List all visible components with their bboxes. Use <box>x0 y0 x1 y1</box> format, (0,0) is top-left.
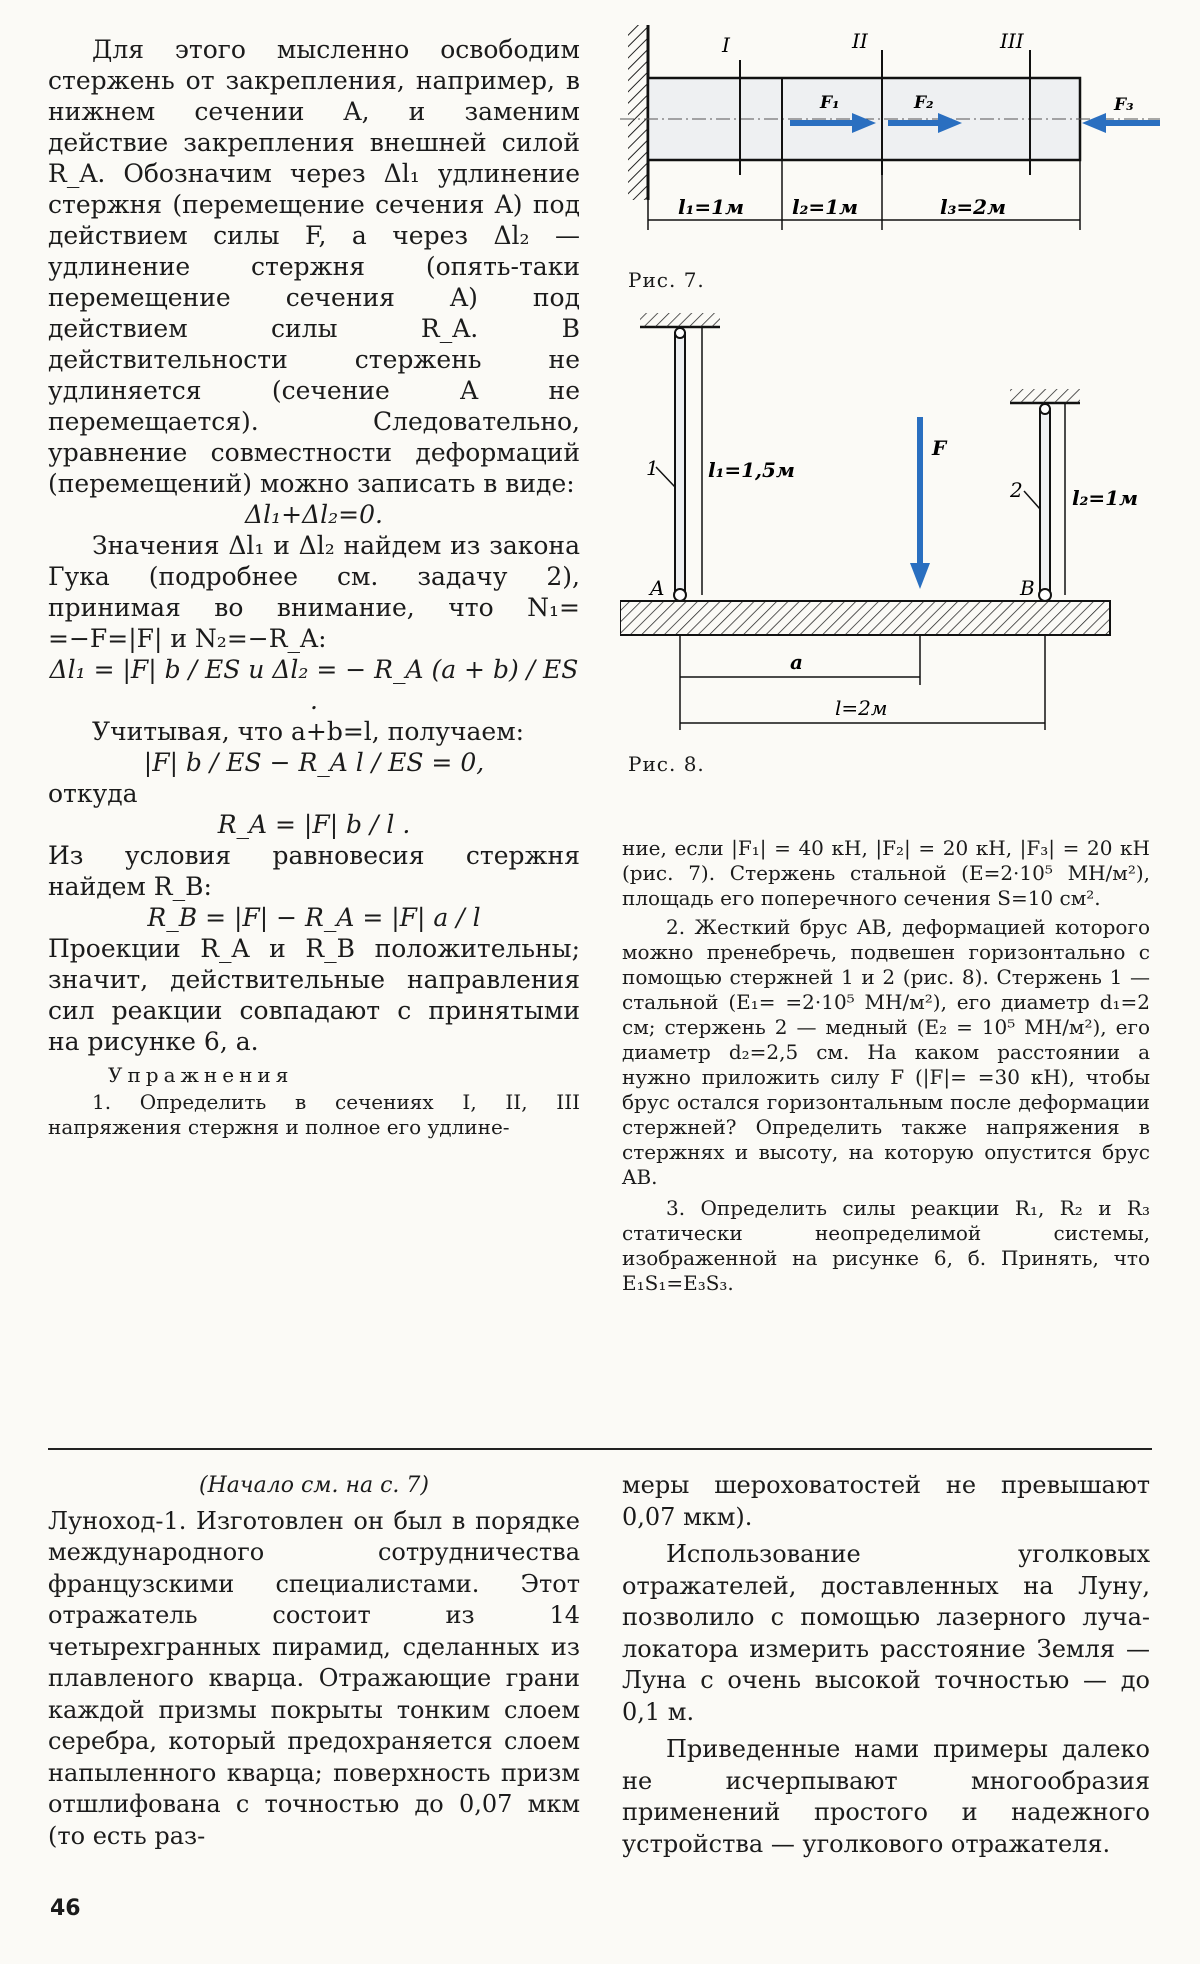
rod-1-bottom-hinge <box>674 589 686 601</box>
right-column <box>622 836 1150 1296</box>
len1-label: l₁=1,5м <box>708 458 795 482</box>
dim-l-label: l=2м <box>835 696 888 720</box>
figure-7 <box>620 20 1160 260</box>
exercise-3: 3. Определить силы реакции R₁, R₂ и R₃ статически неопределимой системы, изображенной на рисунке 6, б. Принять, что E₁S₁=E₃S₃. <box>622 1196 1150 1295</box>
dim-label-1: l₁=1м <box>678 195 745 219</box>
force-label-1: F₁ <box>820 93 840 113</box>
paragraph-1: Для этого мысленно освободим стержень от закрепления, например, в нижнем сечении A, и заменим действие закрепления внешней силой R_A. Обозначим через Δl₁ удлинение стержня (перемещение сечения A) под действием силы F, а через Δl₂ — удлинение стержня (опять-таки перемещение сечения A) под действием силы R_A. В действительности стержень не удлиняется (сечение A не перемещается). Следовательно, уравнение совместности деформаций (перемещений) можно записать в виде: <box>48 35 580 498</box>
paragraph-5: Из условия равновесия стержня найдем R_B: <box>48 841 580 901</box>
rod-2 <box>1040 409 1050 595</box>
section-label-3: III <box>1000 29 1024 53</box>
figure-8-caption: Рис. 8. <box>628 752 705 776</box>
equation-1: Δl₁+Δl₂=0. <box>245 500 383 529</box>
bottom-left-column <box>48 1470 580 1852</box>
rod-2-label: 2 <box>1010 478 1023 502</box>
exercise-2: 2. Жесткий брус AB, деформацией которого можно пренебречь, подвешен горизонтально с помощью стержней 1 и 2 (рис. 8). Стержень 1 — стальной (E₁= =2·10⁵ МН/м²), его диаметр d₁=2 см; стержень 2 — медный (E₂ = 10⁵ МН/м²), его диаметр d₂=2,5 см. На каком расстоянии a нужно приложить силу F (|F|= =30 кН), чтобы брус остался горизонтальным после деформации стержней? Определить также напряжения в стержнях и высоту, на которую опустится брус AB. <box>622 915 1150 1189</box>
bottom-right-text-2: Использование уголковых отражателей, доставленных на Луну, позволило с помощью лазерного луча-локатора измерить расстояние Земля — Луна с очень высокой точностью — до 0,1 м. <box>622 1540 1150 1726</box>
support-1-hatch <box>640 313 720 327</box>
support-2-hatch <box>1010 389 1080 403</box>
bottom-left-text: Луноход-1. Изготовлен он был в порядке международного сотрудничества французскими специалистами. Этот отражатель состоит из 14 четырехгранных пирамид, сделанных из плавленого кварца. Отражающие грани каждой призмы покрыты тонким слоем серебра, который предохраняется слоем напыленного кварца; поверхность призм отшлифована с точностью до 0,07 мкм (то есть раз- <box>48 1506 580 1850</box>
force-label-3: F₃ <box>1114 95 1134 115</box>
equation-2: Δl₁ = |F| b / ES и Δl₂ = − R_A (a + b) / ES . <box>49 655 579 715</box>
force-arrowhead-3 <box>1082 113 1106 133</box>
equation-4: R_A = |F| b / l . <box>217 810 411 839</box>
section-label-1: I <box>722 33 730 57</box>
figure-8 <box>620 305 1160 745</box>
equation-3: |F| b / ES − R_A l / ES = 0, <box>143 748 485 777</box>
continuation-note: (Начало см. на с. 7) <box>199 1473 429 1498</box>
bottom-right-text-3: Приведенные нами примеры далеко не исчерпывают многообразия применений простого и надежного устройства — уголкового отражателя. <box>622 1735 1150 1858</box>
dim-a-label: a <box>790 650 803 674</box>
rod-1 <box>675 333 685 595</box>
bottom-right-text-1: меры шероховатостей не превышают 0,07 мкм). <box>622 1471 1150 1531</box>
exercise-1-continued: ние, если |F₁| = 40 кН, |F₂| = 20 кН, |F₃| = 20 кН (рис. 7). Стержень стальной (E=2·10⁵ МН/м²), площадь его поперечного сечения S=10 см². <box>622 836 1150 910</box>
point-a-label: A <box>650 576 665 600</box>
beam <box>620 601 1110 635</box>
wall-hatch <box>628 25 648 200</box>
force-label-2: F₂ <box>914 93 934 113</box>
paragraph-6: Проекции R_A и R_B положительны; значит, действительные направления сил реакции совпадают с принятыми на рисунке 6, a. <box>48 934 580 1056</box>
paragraph-3: Учитывая, что a+b=l, получаем: <box>92 717 525 746</box>
rod-2-top-hinge <box>1040 404 1050 414</box>
section-divider <box>48 1448 1152 1450</box>
rod-1-top-hinge <box>675 328 685 338</box>
rod-1-leader <box>656 467 675 487</box>
equation-5: R_B = |F| − R_A = |F| a / l <box>147 903 481 932</box>
figure-7-caption: Рис. 7. <box>628 268 705 292</box>
rod-2-leader <box>1024 491 1040 509</box>
point-b-label: B <box>1020 576 1035 600</box>
exercise-1: 1. Определить в сечениях I, II, III напряжения стержня и полное его удлине- <box>48 1090 580 1139</box>
paragraph-4: откуда <box>48 779 138 808</box>
force-label: F <box>932 436 947 460</box>
page-number: 46 <box>50 1896 81 1921</box>
force-arrowhead <box>910 563 930 589</box>
rod-1-label: 1 <box>646 456 659 480</box>
exercises-heading: Упражнения <box>108 1063 294 1087</box>
exercises-start <box>48 1063 580 1140</box>
paragraph-2: Значения Δl₁ и Δl₂ найдем из закона Гука (подробнее см. задачу 2), принимая во внимание, что N₁= =−F=|F| и N₂=−R_A: <box>48 531 580 653</box>
bottom-right-column <box>622 1470 1150 1860</box>
section-label-2: II <box>852 29 868 53</box>
left-column <box>48 34 580 1140</box>
dim-label-2: l₂=1м <box>792 195 859 219</box>
rod-2-bottom-hinge <box>1039 589 1051 601</box>
dim-label-3: l₃=2м <box>940 195 1007 219</box>
len2-label: l₂=1м <box>1072 486 1139 510</box>
